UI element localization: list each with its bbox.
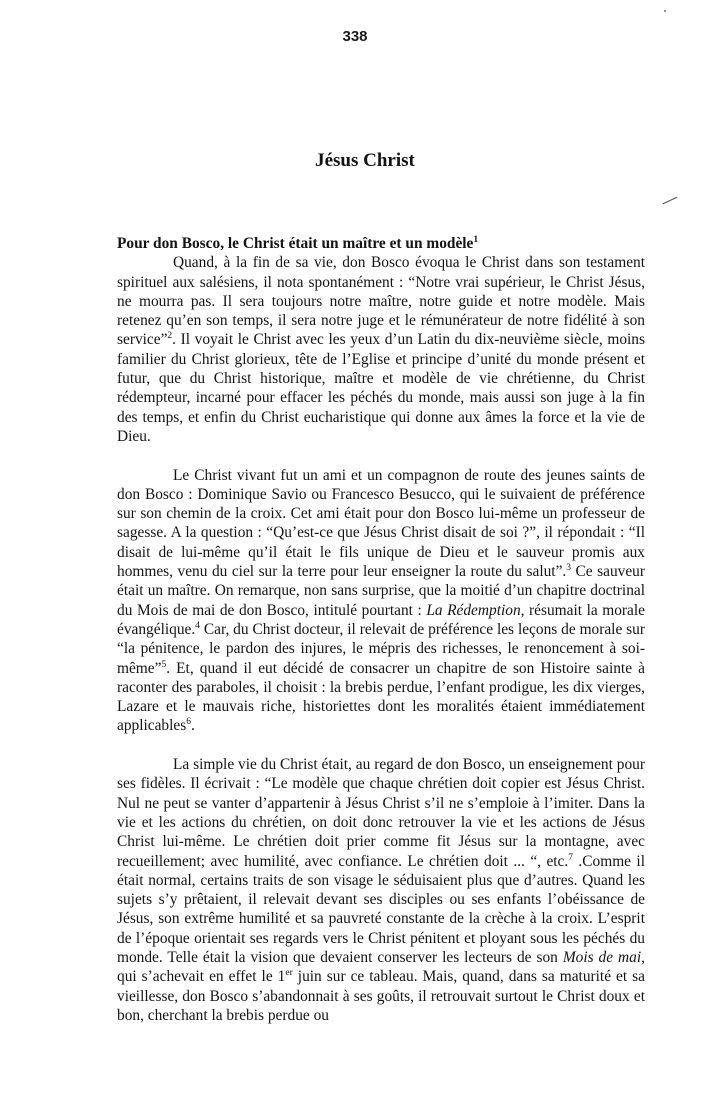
paragraph-text: . Il voyait le Christ avec les yeux d’un Latin du dix-neuvième siècle, moins familier du Christ glorieux, tête de l’Eglise et principe d’unité du monde présent et futur, que du Christ historique, maître et modèle de vie chrétienne, du Christ rédempteur, incarné pour effacer les péchés du monde, mais aussi son juge à la fin des temps, et enfin du Christ eucharistique qui donne aux âmes la force et la vie de Dieu. (117, 331, 645, 445)
section-heading (117, 234, 645, 253)
chapter-title: Jésus Christ (315, 150, 415, 171)
paragraph-text: résumait la morale évangélique. (117, 601, 645, 638)
ordinal-suffix: er (285, 968, 293, 979)
scan-dot (664, 10, 666, 12)
paragraph-text: La simple vie du Christ était, au regard de don Bosco, un enseignement pour ses fidèles. Il écrivait : “Le modèle que chaque chrétien doit copier est Jésus Christ. Nul ne peut se vanter d’appartenir à Jésus Christ s’il ne s’emploie à l’imiter. Dans la vie et les actions du chrétien, on doit donc retrouver la vie et les actions de Jésus Christ lui-même. Le chrétien doit prier comme fit Jésus sur la montagne, avec recueillement; avec humilité, avec confiance. Le chrétien doit ... “, etc. (117, 756, 645, 870)
scan-mark (663, 197, 678, 205)
footnote-ref: 7 (568, 852, 573, 863)
footnote-ref: 5 (161, 659, 167, 670)
book-title: La Rédemption, (426, 601, 525, 619)
section-heading-text: Pour don Bosco, le Christ était un maître et un modèle (117, 235, 474, 252)
footnote-ref: 4 (195, 620, 200, 631)
footnote-ref: 6 (186, 717, 191, 728)
page-number: 338 (342, 28, 368, 45)
footnote-ref: 2 (167, 331, 173, 342)
paragraph-text: Quand, à la fin de sa vie, don Bosco évoqua le Christ dans son testament spirituel aux salésiens, il nota spontanément : “Notre vrai supérieur, le Christ Jésus, ne mourra pas. Il sera toujours notre maître, notre guide et notre modèle. Mais retenez qu’en son temps, il sera notre juge et le rémunérateur de notre fidélité à son service” (117, 254, 645, 349)
paragraph-text: . Et, quand il eut décidé de consacrer un chapitre de son Histoire sainte à raconter des paraboles, il choisit : la brebis perdue, l’enfant prodigue, les dix vierges, Lazare et le mauvais riche, historiettes dont les moralités étaient immédiatement applicables (117, 659, 645, 735)
paragraph-text: .Comme il était normal, certains traits de son visage le séduisaient plus que d’autres. Quand les sujets s’y prêtaient, il relevait devant ses disciples ou ses enfants l’obéissance de Jésus, son extrême humilité et sa pauvreté constante de la crèche à la croix. L’esprit de l’époque orientait ses regards vers le Christ pénitent et ployant sous les péchés du monde. Telle était la vision que devaient conserver les lecteurs de son (117, 852, 645, 966)
paragraph-text: , qui s’achevait en effet le 1 (117, 948, 645, 986)
body-text (117, 234, 645, 1025)
footnote-ref: 3 (566, 562, 572, 573)
paragraph-3 (117, 755, 645, 1025)
paragraph-text: juin sur ce tableau. Mais, quand, dans sa maturité et sa vieillesse, don Bosco s’abandonnait à ses goûts, il retrouvait surtout le Christ doux et bon, cherchant la brebis perdue ou (117, 968, 646, 1024)
book-title: Mois de mai (562, 948, 642, 966)
paragraph-text: . (190, 717, 195, 735)
footnote-ref: 1 (473, 234, 479, 245)
paragraph-text: Le Christ vivant fut un ami et un compagnon de route des jeunes saints de don Bosco : Dominique Savio ou Francesco Besucco, qui le suivaient de préférence sur son chemin de la croix. Cet ami était pour don Bosco lui-même un professeur de sagesse. A la question : “Qu’est-ce que Jésus Christ disait de soi ?”, il répondait : “Il disait de lui-même qu’il était le fils unique de Dieu et le sauveur promis aux hommes, venu du ciel sur la terre pour leur enseigner la route du salut”. (117, 466, 645, 581)
paragraph-text: Ce sauveur était un maître. On remarque, non sans surprise, que la moitié d’un chapitre doctrinal du Mois de mai de don Bosco, intitulé pourtant : (117, 563, 645, 619)
paragraph-text: Car, du Christ docteur, il relevait de préférence les leçons de morale sur “la pénitence, le pardon des injures, le mépris des richesses, le renoncement à soi-même” (117, 620, 645, 677)
paragraph-1 (117, 253, 645, 446)
paragraph-2 (117, 466, 645, 736)
